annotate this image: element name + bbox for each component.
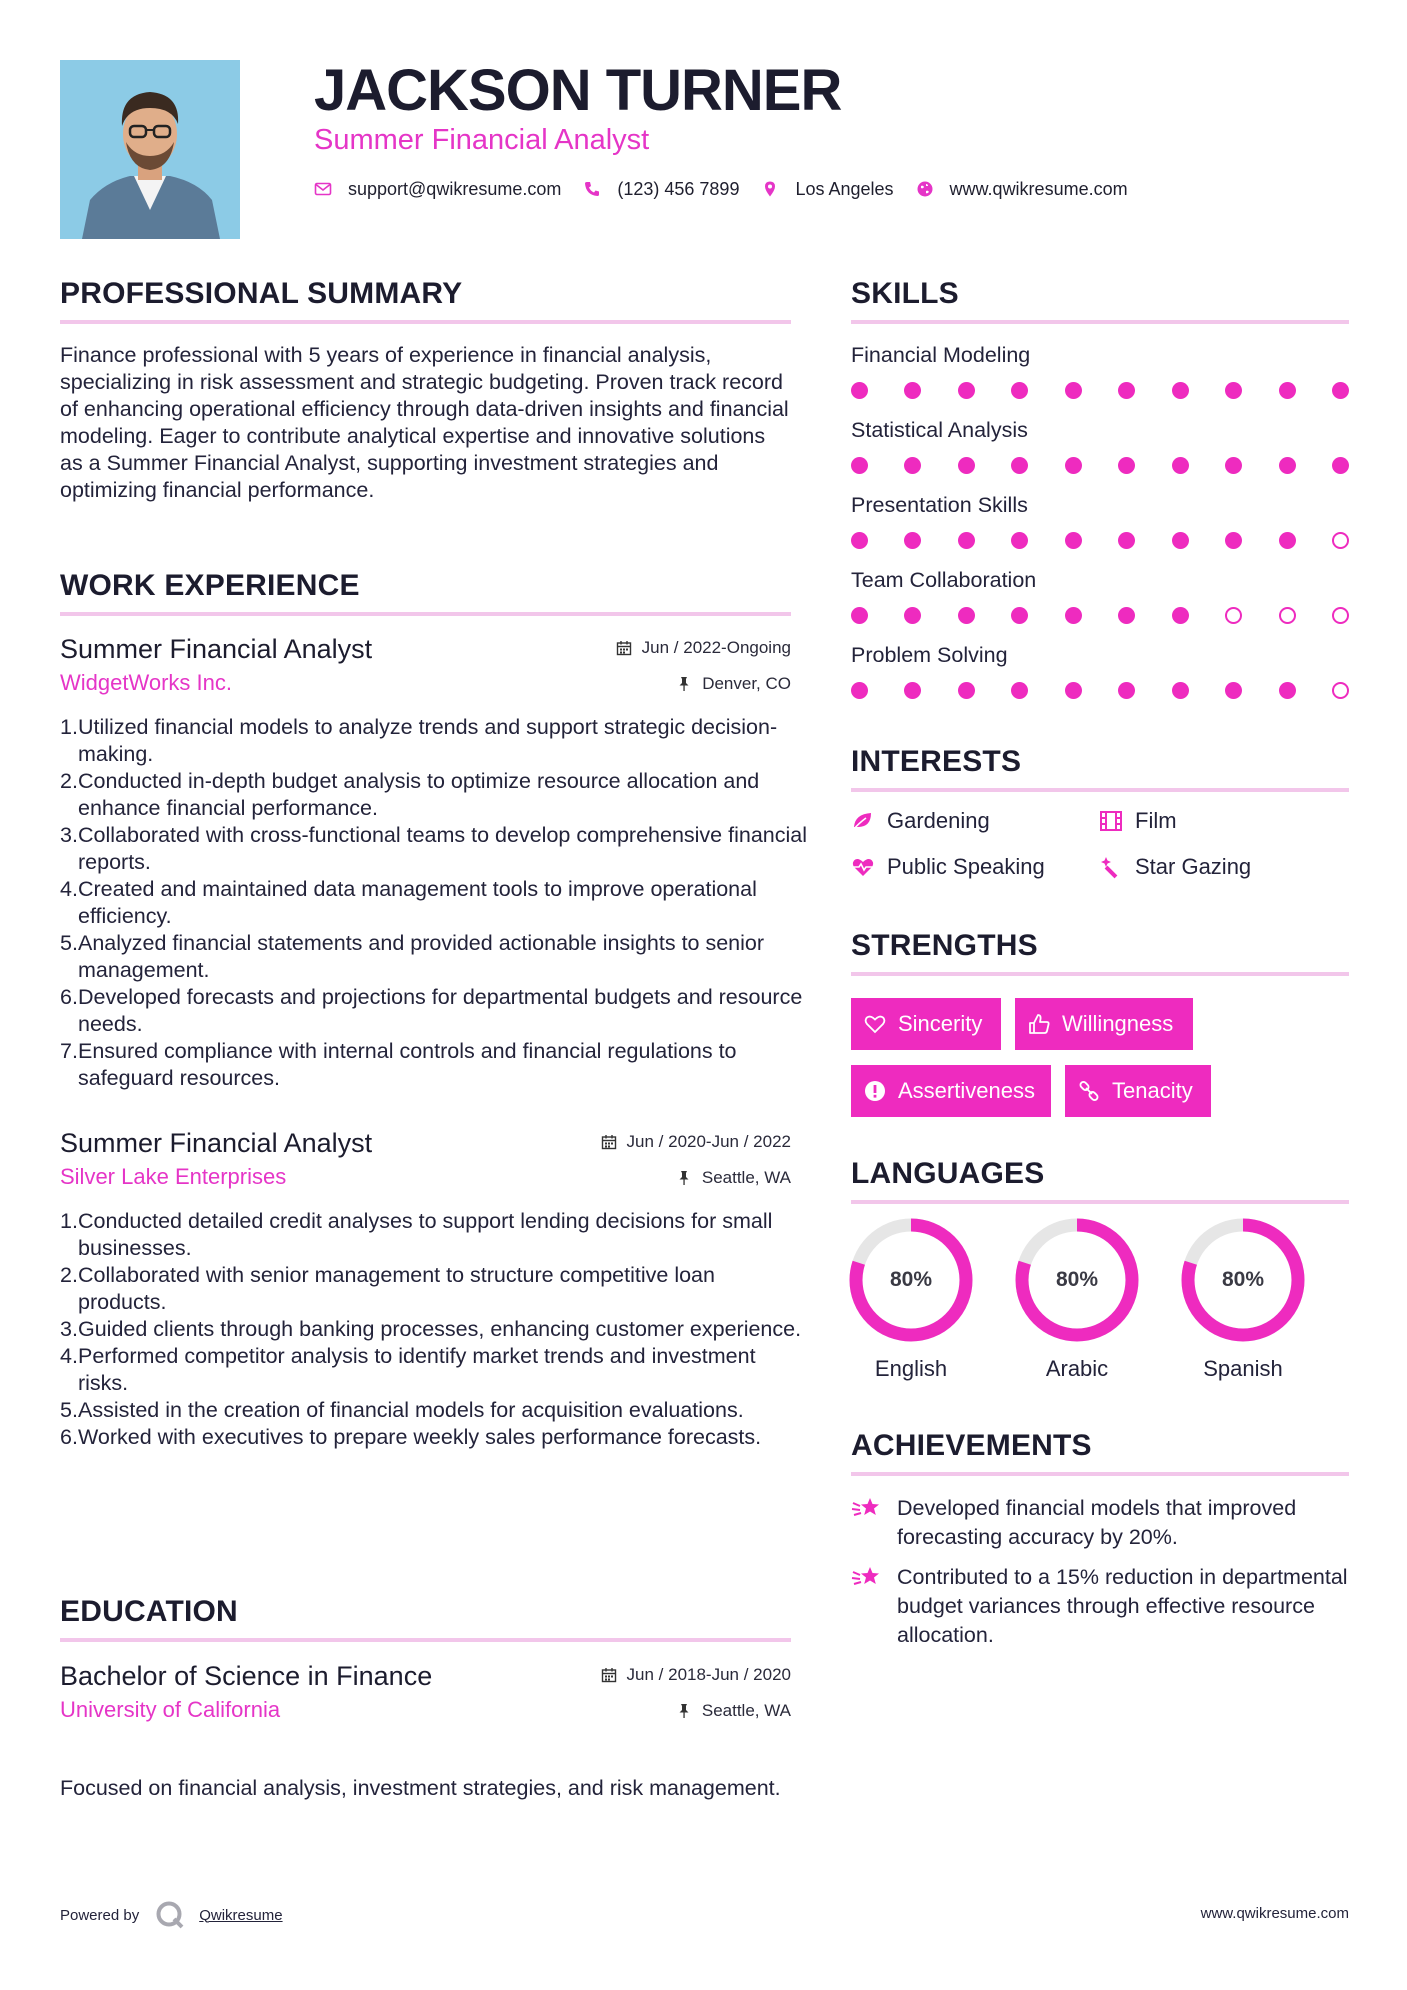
rating-dot-filled — [1118, 607, 1135, 624]
skill-name: Presentation Skills — [851, 493, 1028, 517]
skill-rating — [851, 457, 1349, 477]
language-percent: 80% — [889, 1268, 933, 1291]
rating-dot-filled — [1065, 382, 1082, 399]
languages-heading: LANGUAGES — [851, 1157, 1045, 1190]
achievement-text: Developed financial models that improved forecasting accuracy by 20%. — [897, 1496, 1297, 1549]
candidate-name: JACKSON TURNER — [314, 58, 842, 123]
rating-dot-filled — [958, 532, 975, 549]
strength-label: Sincerity — [898, 1011, 983, 1036]
job-location-text: Denver, CO — [702, 674, 791, 693]
rating-dot-filled — [1011, 682, 1028, 699]
rating-dot-empty — [1332, 682, 1349, 699]
list-item: Analyzed financial statements and provided actionable insights to senior management. — [78, 931, 765, 982]
list-item: Utilized financial models to analyze trends and support strategic decision-making. — [78, 715, 778, 766]
strength-badge — [1065, 1065, 1211, 1117]
education-location — [676, 1701, 791, 1721]
strength-label: Assertiveness — [898, 1078, 1035, 1103]
list-item: Conducted detailed credit analyses to support lending decisions for small businesses. — [78, 1209, 773, 1260]
interest-item — [851, 808, 990, 834]
education-location-text: Seattle, WA — [701, 1701, 791, 1720]
strengths-rule — [851, 972, 1349, 976]
education-date-text: Jun / 2018-Jun / 2020 — [626, 1665, 791, 1684]
rating-dot-filled — [1225, 532, 1242, 549]
rating-dot-filled — [851, 457, 868, 474]
rating-dot-filled — [1172, 607, 1189, 624]
skills-rule — [851, 320, 1349, 324]
rating-dot-filled — [1011, 382, 1028, 399]
skill-rating — [851, 532, 1349, 552]
rating-dot-filled — [1225, 682, 1242, 699]
summary-text: Finance professional with 5 years of experience in financial analysis, specializing in risk assessment and strategic budgeting. Proven track record of enhancing operational efficiency through data-driven insights and financial modeling. Eager to contribute analytical expertise and innovative solutions as a Summer Financial Analyst, supporting investment strategies and optimizing financial performance. — [60, 343, 789, 502]
job-location — [676, 674, 791, 694]
contact-phone-text: (123) 456 7899 — [617, 178, 740, 199]
job-date — [616, 638, 791, 658]
rating-dot-filled — [1172, 382, 1189, 399]
globe-icon — [916, 180, 934, 198]
summary-heading: PROFESSIONAL SUMMARY — [60, 277, 463, 310]
skill-rating — [851, 682, 1349, 702]
strengths-heading: STRENGTHS — [851, 929, 1038, 962]
job-company: WidgetWorks Inc. — [60, 670, 232, 695]
phone-icon — [583, 180, 601, 198]
school-name: University of California — [60, 1697, 281, 1722]
skill-rating — [851, 607, 1349, 627]
strength-label: Willingness — [1062, 1011, 1174, 1036]
education-heading: EDUCATION — [60, 1595, 238, 1628]
achievement-item — [851, 1563, 1351, 1650]
rating-dot-empty — [1225, 607, 1242, 624]
language-name: Spanish — [1203, 1356, 1283, 1381]
strength-badge — [851, 1065, 1051, 1117]
list-item: Conducted in-depth budget analysis to optimize resource allocation and enhance financial performance. — [78, 769, 760, 820]
list-item: Collaborated with senior management to structure competitive loan products. — [78, 1263, 715, 1314]
rating-dot-filled — [958, 607, 975, 624]
pushpin-icon — [676, 1170, 692, 1186]
map-pin-icon — [761, 180, 779, 198]
language-percent: 80% — [1055, 1268, 1099, 1291]
rating-dot-filled — [1279, 382, 1296, 399]
contact-email-text: support@qwikresume.com — [348, 178, 562, 199]
strength-badge — [1015, 998, 1193, 1050]
interest-label: Gardening — [887, 808, 990, 833]
rating-dot-filled — [851, 532, 868, 549]
rating-dot-filled — [1172, 532, 1189, 549]
job-date-text: Jun / 2020-Jun / 2022 — [626, 1132, 791, 1151]
rating-dot-filled — [1011, 607, 1028, 624]
rating-dot-filled — [904, 532, 921, 549]
profile-photo — [60, 60, 240, 239]
list-item: Guided clients through banking processes, enhancing customer experience. — [78, 1317, 802, 1341]
experience-heading: WORK EXPERIENCE — [60, 569, 360, 602]
skill-name: Problem Solving — [851, 643, 1008, 667]
job-title: Summer Financial Analyst — [60, 634, 373, 664]
link-icon — [1078, 1080, 1100, 1102]
interest-label: Public Speaking — [887, 854, 1045, 879]
calendar-icon — [601, 1134, 617, 1150]
interest-item — [1099, 854, 1251, 880]
rating-dot-filled — [958, 457, 975, 474]
rating-dot-filled — [851, 382, 868, 399]
interest-label: Star Gazing — [1135, 854, 1252, 879]
contact-website-text: www.qwikresume.com — [949, 178, 1128, 199]
list-item: Assisted in the creation of financial models for acquisition evaluations. — [78, 1398, 744, 1422]
rating-dot-filled — [1118, 382, 1135, 399]
footer-powered-by — [60, 1900, 283, 1930]
language-percent: 80% — [1221, 1268, 1265, 1291]
magic-wand-icon — [1099, 855, 1123, 879]
film-icon — [1099, 809, 1123, 833]
interest-item — [1099, 808, 1177, 834]
rating-dot-filled — [1065, 607, 1082, 624]
rating-dot-filled — [1225, 457, 1242, 474]
degree-title: Bachelor of Science in Finance — [60, 1661, 433, 1691]
rating-dot-empty — [1332, 607, 1349, 624]
rating-dot-filled — [1279, 682, 1296, 699]
skill-name: Financial Modeling — [851, 343, 1031, 367]
list-item: Performed competitor analysis to identify market trends and investment risks. — [78, 1344, 756, 1395]
list-item: Created and maintained data management tools to improve operational efficiency. — [78, 877, 757, 928]
skill-name: Team Collaboration — [851, 568, 1037, 592]
contact-website[interactable] — [916, 179, 1128, 200]
job-bullets — [60, 1208, 809, 1451]
rating-dot-filled — [1011, 457, 1028, 474]
job-date-text: Jun / 2022-Ongoing — [641, 638, 791, 657]
strength-badge — [851, 998, 1001, 1050]
qwikresume-link[interactable]: Qwikresume — [199, 1906, 283, 1924]
languages-rule — [851, 1200, 1349, 1204]
achievements-heading: ACHIEVEMENTS — [851, 1429, 1092, 1462]
language-item — [1181, 1218, 1305, 1381]
rating-dot-filled — [904, 607, 921, 624]
rating-dot-filled — [851, 682, 868, 699]
contact-email[interactable] — [314, 179, 561, 200]
list-item: Collaborated with cross-functional teams to develop comprehensive financial reports. — [78, 823, 807, 874]
rating-dot-filled — [1332, 382, 1349, 399]
leaf-icon — [851, 809, 875, 833]
qwikresume-logo-icon — [155, 1900, 185, 1930]
achievements-rule — [851, 1472, 1349, 1476]
language-name: Arabic — [1045, 1356, 1109, 1381]
pushpin-icon — [676, 1703, 692, 1719]
job-title: Summer Financial Analyst — [60, 1128, 373, 1158]
rating-dot-filled — [851, 607, 868, 624]
list-item: Worked with executives to prepare weekly sales performance forecasts. — [78, 1425, 762, 1449]
job-company: Silver Lake Enterprises — [60, 1164, 287, 1189]
skill-name: Statistical Analysis — [851, 418, 1028, 442]
rating-dot-filled — [1118, 457, 1135, 474]
rating-dot-filled — [1332, 457, 1349, 474]
contact-phone[interactable] — [583, 179, 739, 200]
contact-location — [761, 179, 893, 200]
rating-dot-empty — [1332, 532, 1349, 549]
interest-item — [851, 854, 1045, 880]
achievement-text: Contributed to a 15% reduction in departmental budget variances through effective resource allocation. — [897, 1565, 1348, 1647]
language-name: English — [874, 1356, 948, 1381]
rating-dot-filled — [1118, 682, 1135, 699]
shooting-star-icon — [851, 1563, 883, 1591]
rating-dot-filled — [1172, 682, 1189, 699]
rating-dot-filled — [1225, 382, 1242, 399]
rating-dot-filled — [904, 457, 921, 474]
rating-dot-filled — [1279, 532, 1296, 549]
rating-dot-filled — [1011, 532, 1028, 549]
interests-heading: INTERESTS — [851, 745, 1022, 778]
experience-rule — [60, 612, 791, 616]
shooting-star-icon — [851, 1494, 883, 1522]
envelope-icon — [314, 180, 332, 198]
calendar-icon — [616, 640, 632, 656]
job-location — [676, 1168, 791, 1188]
interests-rule — [851, 788, 1349, 792]
job-date — [601, 1132, 791, 1152]
achievement-item — [851, 1494, 1351, 1552]
list-item: Developed forecasts and projections for departmental budgets and resource needs. — [78, 985, 803, 1036]
powered-by-label: Powered by — [60, 1906, 140, 1924]
rating-dot-filled — [958, 682, 975, 699]
rating-dot-filled — [904, 382, 921, 399]
list-item: Ensured compliance with internal controls and financial regulations to safeguard resources. — [78, 1039, 737, 1090]
footer-website[interactable]: www.qwikresume.com — [1200, 1905, 1349, 1922]
rating-dot-filled — [1118, 532, 1135, 549]
exclamation-icon — [864, 1080, 886, 1102]
rating-dot-filled — [1065, 682, 1082, 699]
language-item — [849, 1218, 973, 1381]
rating-dot-filled — [1065, 532, 1082, 549]
summary-rule — [60, 320, 791, 324]
rating-dot-filled — [904, 682, 921, 699]
education-description: Focused on financial analysis, investment strategies, and risk management. — [60, 1776, 781, 1800]
rating-dot-filled — [1065, 457, 1082, 474]
skills-heading: SKILLS — [851, 277, 959, 310]
contact-bar — [314, 176, 1150, 202]
pushpin-icon — [676, 676, 692, 692]
rating-dot-filled — [958, 382, 975, 399]
heartbeat-icon — [851, 855, 875, 879]
contact-location-text: Los Angeles — [795, 178, 894, 199]
thumbs-up-icon — [1028, 1013, 1050, 1035]
job-location-text: Seattle, WA — [701, 1168, 791, 1187]
calendar-icon — [601, 1667, 617, 1683]
rating-dot-filled — [1172, 457, 1189, 474]
rating-dot-empty — [1279, 607, 1296, 624]
interest-label: Film — [1135, 808, 1177, 833]
heart-icon — [864, 1013, 886, 1035]
candidate-title: Summer Financial Analyst — [314, 124, 650, 156]
skill-rating — [851, 382, 1349, 402]
language-item — [1015, 1218, 1139, 1381]
education-date — [601, 1665, 791, 1685]
strength-label: Tenacity — [1112, 1078, 1193, 1103]
job-bullets — [60, 714, 809, 1092]
education-rule — [60, 1638, 791, 1642]
rating-dot-filled — [1279, 457, 1296, 474]
